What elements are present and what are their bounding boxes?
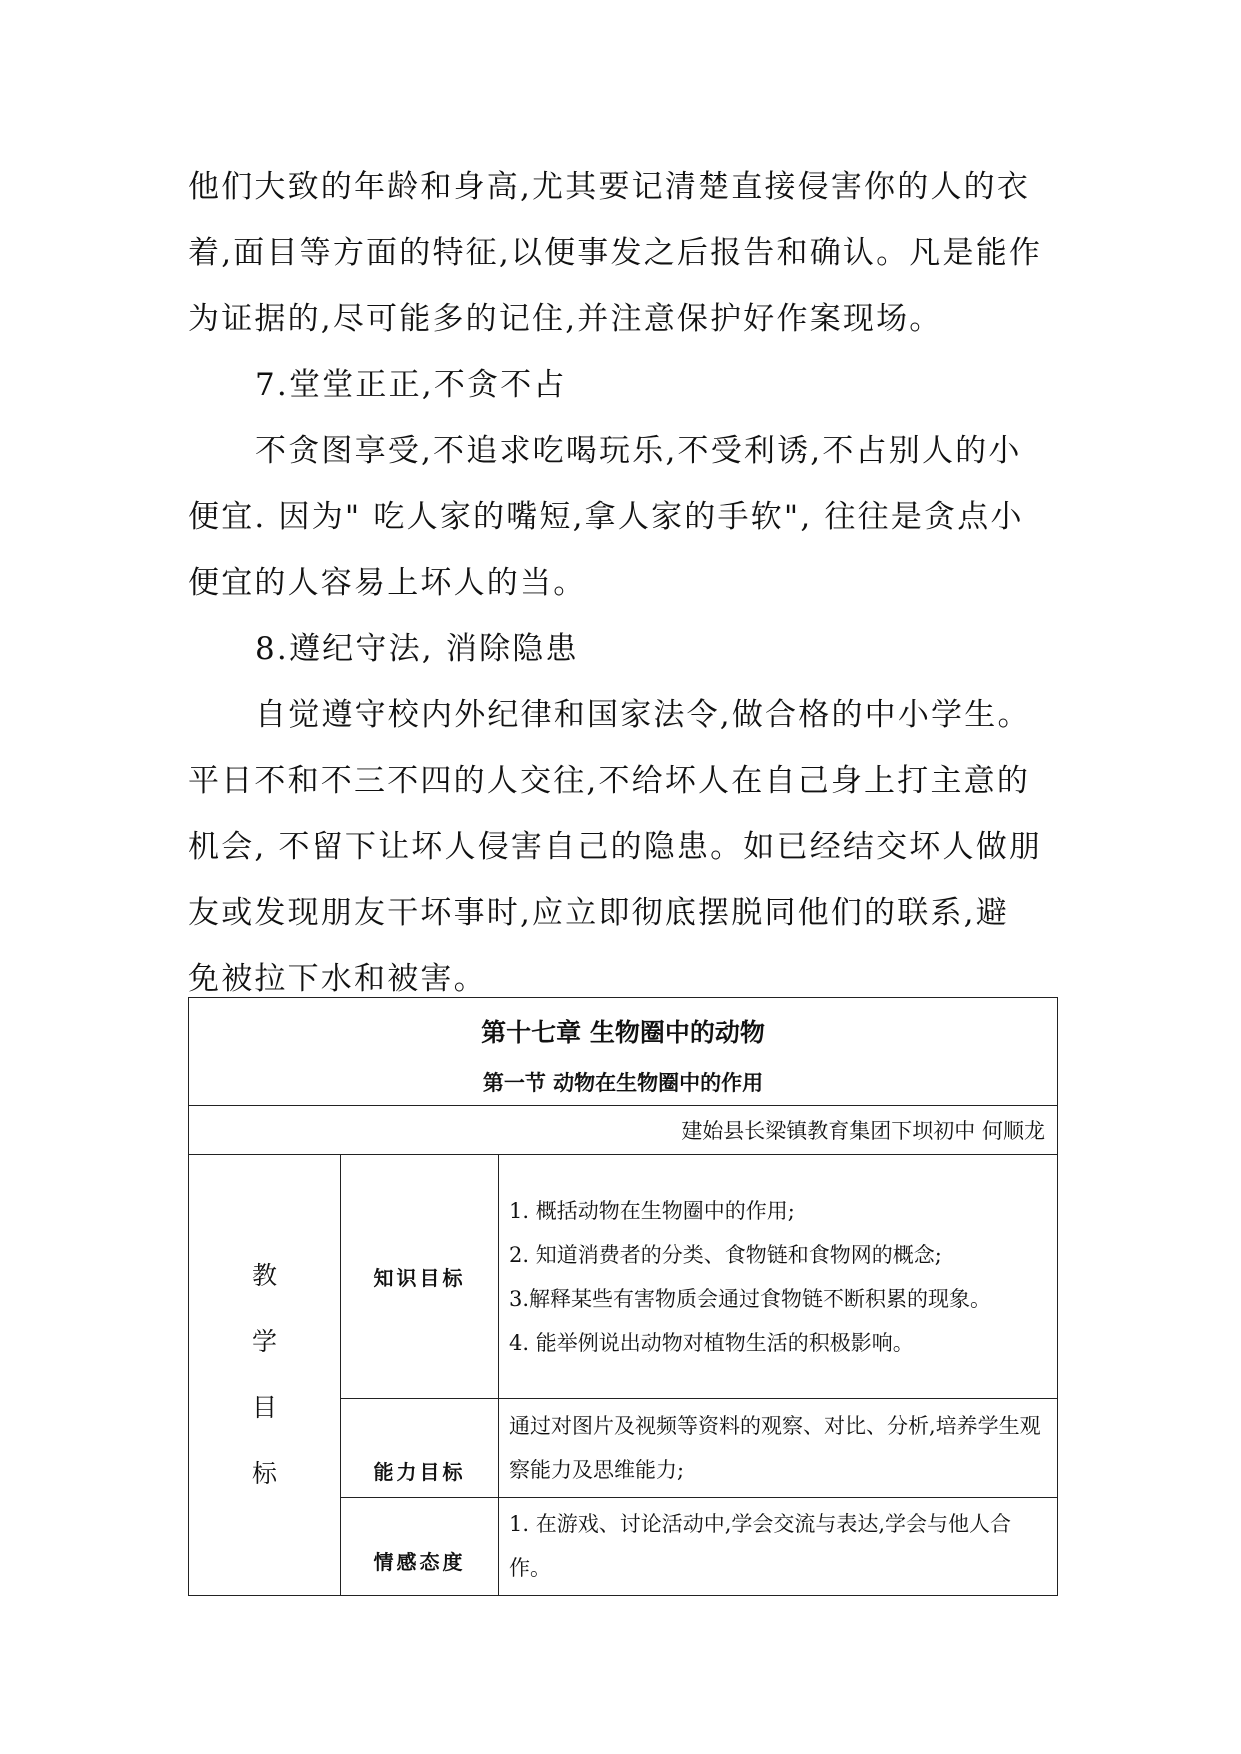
author-cell: 建始县长梁镇教育集团下坝初中 何顺龙 [189, 1106, 1058, 1155]
body-line: 便宜的人容易上坏人的当。 [188, 565, 587, 601]
teaching-goals-label [189, 1155, 341, 1596]
goal-char: 标 [251, 1459, 277, 1488]
body-line: 平日不和不三不四的人交往,不给坏人在自己身上打主意的 [188, 763, 1031, 799]
body-line: 友或发现朋友干坏事时,应立即彻底摆脱同他们的联系,避 [188, 895, 1009, 931]
body-line: 免被拉下水和被害。 [188, 961, 487, 997]
goal-item: 2. 知道消费者的分类、食物链和食物网的概念; [509, 1242, 942, 1267]
emotion-goal-items [499, 1498, 1058, 1596]
goal-item: 3.解释某些有害物质会通过食物链不断积累的现象。 [509, 1286, 992, 1311]
goal-item: 1. 概括动物在生物圈中的作用; [509, 1198, 795, 1223]
body-line: 着,面目等方面的特征,以便事发之后报告和确认。凡是能作 [188, 235, 1043, 271]
body-line: 他们大致的年龄和身高,尤其要记清楚直接侵害你的人的衣 [188, 169, 1031, 205]
section-heading-7: 7.堂堂正正,不贪不占 [255, 367, 567, 403]
title-cell [189, 998, 1058, 1106]
body-line: 自觉遵守校内外纪律和国家法令,做合格的中小学生。 [255, 697, 1031, 733]
knowledge-goal-items [499, 1155, 1058, 1399]
body-line: 为证据的,尽可能多的记住,并注意保护好作案现场。 [188, 301, 943, 337]
body-text-block [188, 154, 1058, 1012]
body-line: 机会, 不留下让坏人侵害自己的隐患。如已经结交坏人做朋 [188, 829, 1043, 865]
body-line: 不贪图享受,不追求吃喝玩乐,不受利诱,不占别人的小 [255, 433, 1022, 469]
knowledge-goal-label: 知识目标 [341, 1155, 499, 1399]
goal-char: 学 [251, 1327, 277, 1356]
goal-item: 通过对图片及视频等资料的观察、对比、分析,培养学生观察能力及思维能力; [509, 1414, 1041, 1482]
emotion-goal-label: 情感态度 [341, 1498, 499, 1596]
chapter-title: 第十七章 生物圈中的动物 [481, 1017, 765, 1047]
section-heading-8: 8.遵纪守法, 消除隐患 [255, 631, 579, 667]
goal-item: 1. 在游戏、讨论活动中,学会交流与表达,学会与他人合作。 [509, 1512, 1012, 1580]
body-line: 便宜. 因为" 吃人家的嘴短,拿人家的手软", 往往是贪点小 [188, 499, 1024, 535]
section-title: 第一节 动物在生物圈中的作用 [482, 1070, 764, 1095]
goal-item: 4. 能举例说出动物对植物生活的积极影响。 [509, 1330, 914, 1355]
ability-goal-label: 能力目标 [341, 1399, 499, 1498]
lesson-plan-table [188, 997, 1058, 1596]
ability-goal-items [499, 1399, 1058, 1498]
goal-char: 教 [251, 1261, 277, 1290]
goal-char: 目 [251, 1393, 277, 1422]
